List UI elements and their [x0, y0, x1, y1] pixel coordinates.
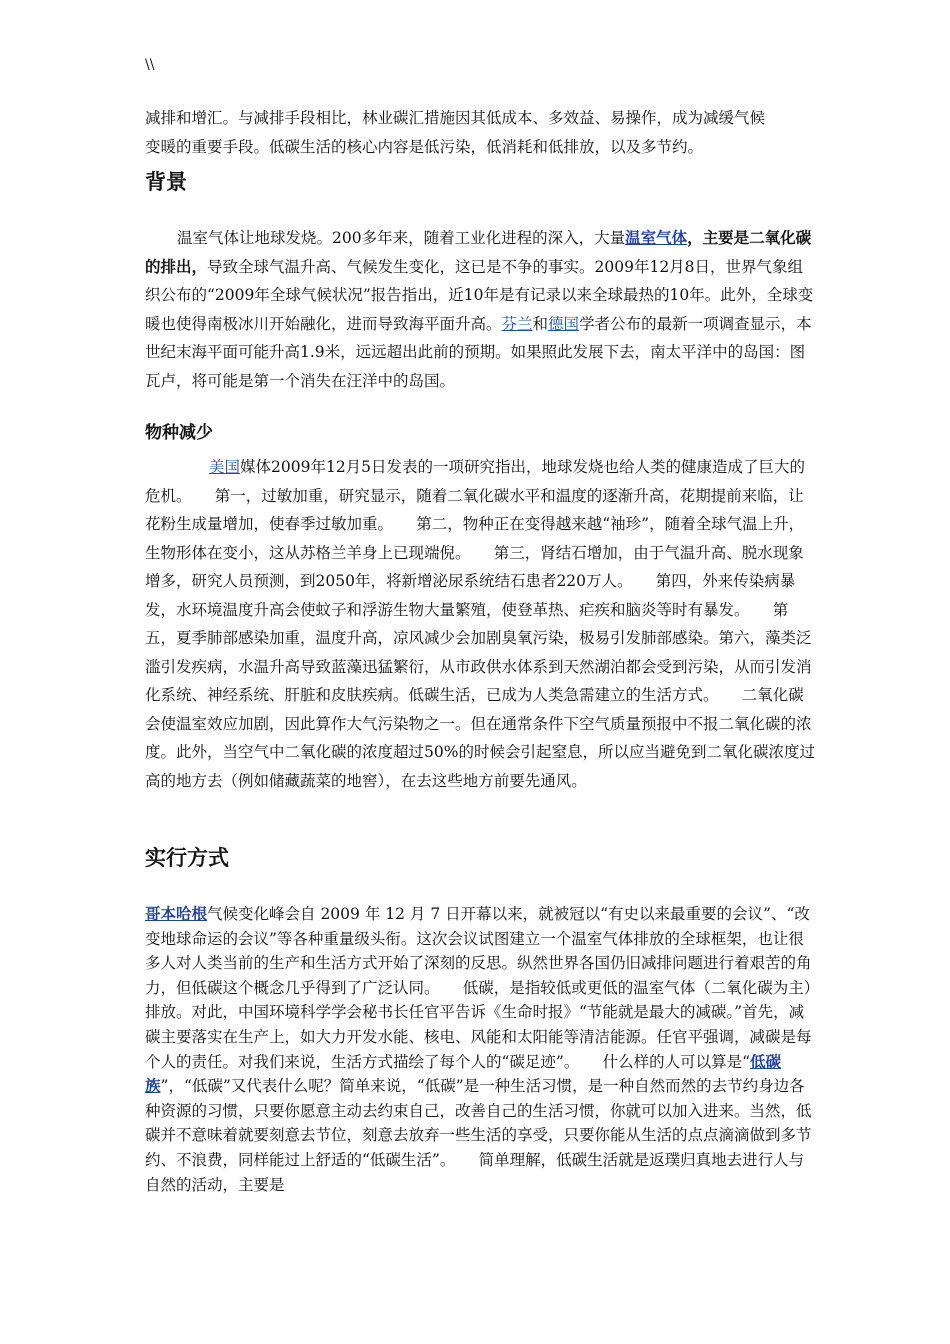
species-paragraph: [145, 453, 817, 795]
background-text-d: 学者公布的最新一项调查显示，本世纪末海平面可能升高1.9米，远远超出此前的预期。如果照此发展下去，南太平洋中的岛国：图瓦卢，将可能是第一个消失在汪洋中的岛国。: [145, 314, 812, 390]
method-paragraph: [145, 902, 817, 1197]
link-greenhouse-gas[interactable]: 温室气体: [625, 228, 688, 247]
background-and: 和: [532, 314, 549, 333]
intro-line-1: 减排和增汇。与减排手段相比，林业碳汇措施因其低成本、多效益、易操作，成为减缓气候: [145, 109, 766, 127]
link-copenhagen[interactable]: 哥本哈根: [145, 904, 208, 923]
link-low-carbon-tribe[interactable]: 低碳族: [145, 1051, 782, 1096]
method-text-a: 气候变化峰会自 2009 年 12 月 7 日开幕以来，就被冠以“有史以来最重要的会议”、“改变地球命运的会议”等各种重量级头衔。这次会议试图建立一个温室气体排放的全球框架，也让很多人对人类当前的生产和生活方式开始了深刻的反思。纵然世界各国仍旧减排问题进行着艰苦的角力，但低碳这个概念几乎得到了广泛认同。 低碳，是指较低或更低的温室气体（二氧化碳为主）排放。对此，中国环境科学学会秘书长任官平告诉《生命时报》“节能就是最大的减碳。”首先，减碳主要落实在生产上，如大力开发水能、核电、风能和太阳能等清洁能源。任官平强调，减碳是每个人的责任。对我们来说，生活方式描绘了每个人的“碳足迹”。 什么样的人可以算是“: [145, 905, 812, 1071]
background-text-a: 温室气体让地球发烧。200多年来，随着工业化进程的深入，大量: [177, 229, 626, 247]
page-mark: \\: [145, 57, 155, 73]
heading-background: 背景: [145, 170, 187, 194]
intro-line-2: 变暖的重要手段。低碳生活的核心内容是低污染，低消耗和低排放，以及多节约。: [145, 137, 704, 156]
heading-species: 物种减少: [145, 423, 213, 443]
link-finland[interactable]: 芬兰: [501, 314, 533, 333]
background-text-c: 导致全球气温升高、气候发生变化，这已是不争的事实。2009年12月8日，世界气象组织公布的“2009年全球气候状况”报告指出，近10年是有记录以来全球最热的10年。此外，全球变暖也使得南极冰川开始融化，进而导致海平面升高。: [145, 257, 814, 333]
link-usa[interactable]: 美国: [209, 458, 241, 476]
method-text-b: ”，“低碳”又代表什么呢？简单来说，“低碳”是一种生活习惯，是一种自然而然的去节约身边各种资源的习惯，只要你愿意主动去约束自己，改善自己的生活习惯，你就可以加入进来。当然，低碳并不意味着就要刻意去节位，刻意去放弃一些生活的享受，只要你能从生活的点点滴滴做到多节约、不浪费，同样能过上舒适的“低碳生活”。 简单理解，低碳生活就是返璞归真地去进行人与自然的活动，主要是: [145, 1077, 812, 1194]
background-bold-text: ，主要是二氧化碳的排出，: [145, 228, 812, 276]
link-germany[interactable]: 德国: [548, 314, 580, 333]
heading-method: 实行方式: [145, 846, 229, 870]
intro-paragraph: [145, 104, 817, 161]
species-text: 媒体2009年12月5日发表的一项研究指出，地球发烧也给人类的健康造成了巨大的危机。 第一，过敏加重，研究显示，随着二氧化碳水平和温度的逐渐升高，花期提前来临，让花粉生成量增加，使春季过敏加重。 第二，物种正在变得越来越“袖珍”，随着全球气温上升，生物形体在变小，这从苏格兰羊身上已现端倪。 第三，肾结石增加，由于气温升高、脱水现象增多，研究人员预测，到2050年，将新增泌尿系统结石患者220万人。 第四，外来传染病暴发，水环境温度升高会使蚊子和浮游生物大量繁殖，使登革热、疟疾和脑炎等时有暴发。 第五，夏季肺部感染加重，温度升高，凉风减少会加剧臭氧污染，极易引发肺部感染。第六，藻类泛滥引发疾病，水温升高导致蓝藻迅猛繁衍，从市政供水体系到天然湖泊都会受到污染，从而引发消化系统、神经系统、肝脏和皮肤疾病。低碳生活，已成为人类急需建立的生活方式。 二氧化碳会使温室效应加剧，因此算作大气污染物之一。但在通常条件下空气质量预报中不报二氧化碳的浓度。此外，当空气中二氧化碳的浓度超过50%的时候会引起窒息，所以应当避免到二氧化碳浓度过高的地方去（例如储藏蔬菜的地窖），在去这些地方前要先通风。: [145, 458, 815, 790]
background-paragraph: [145, 224, 817, 395]
